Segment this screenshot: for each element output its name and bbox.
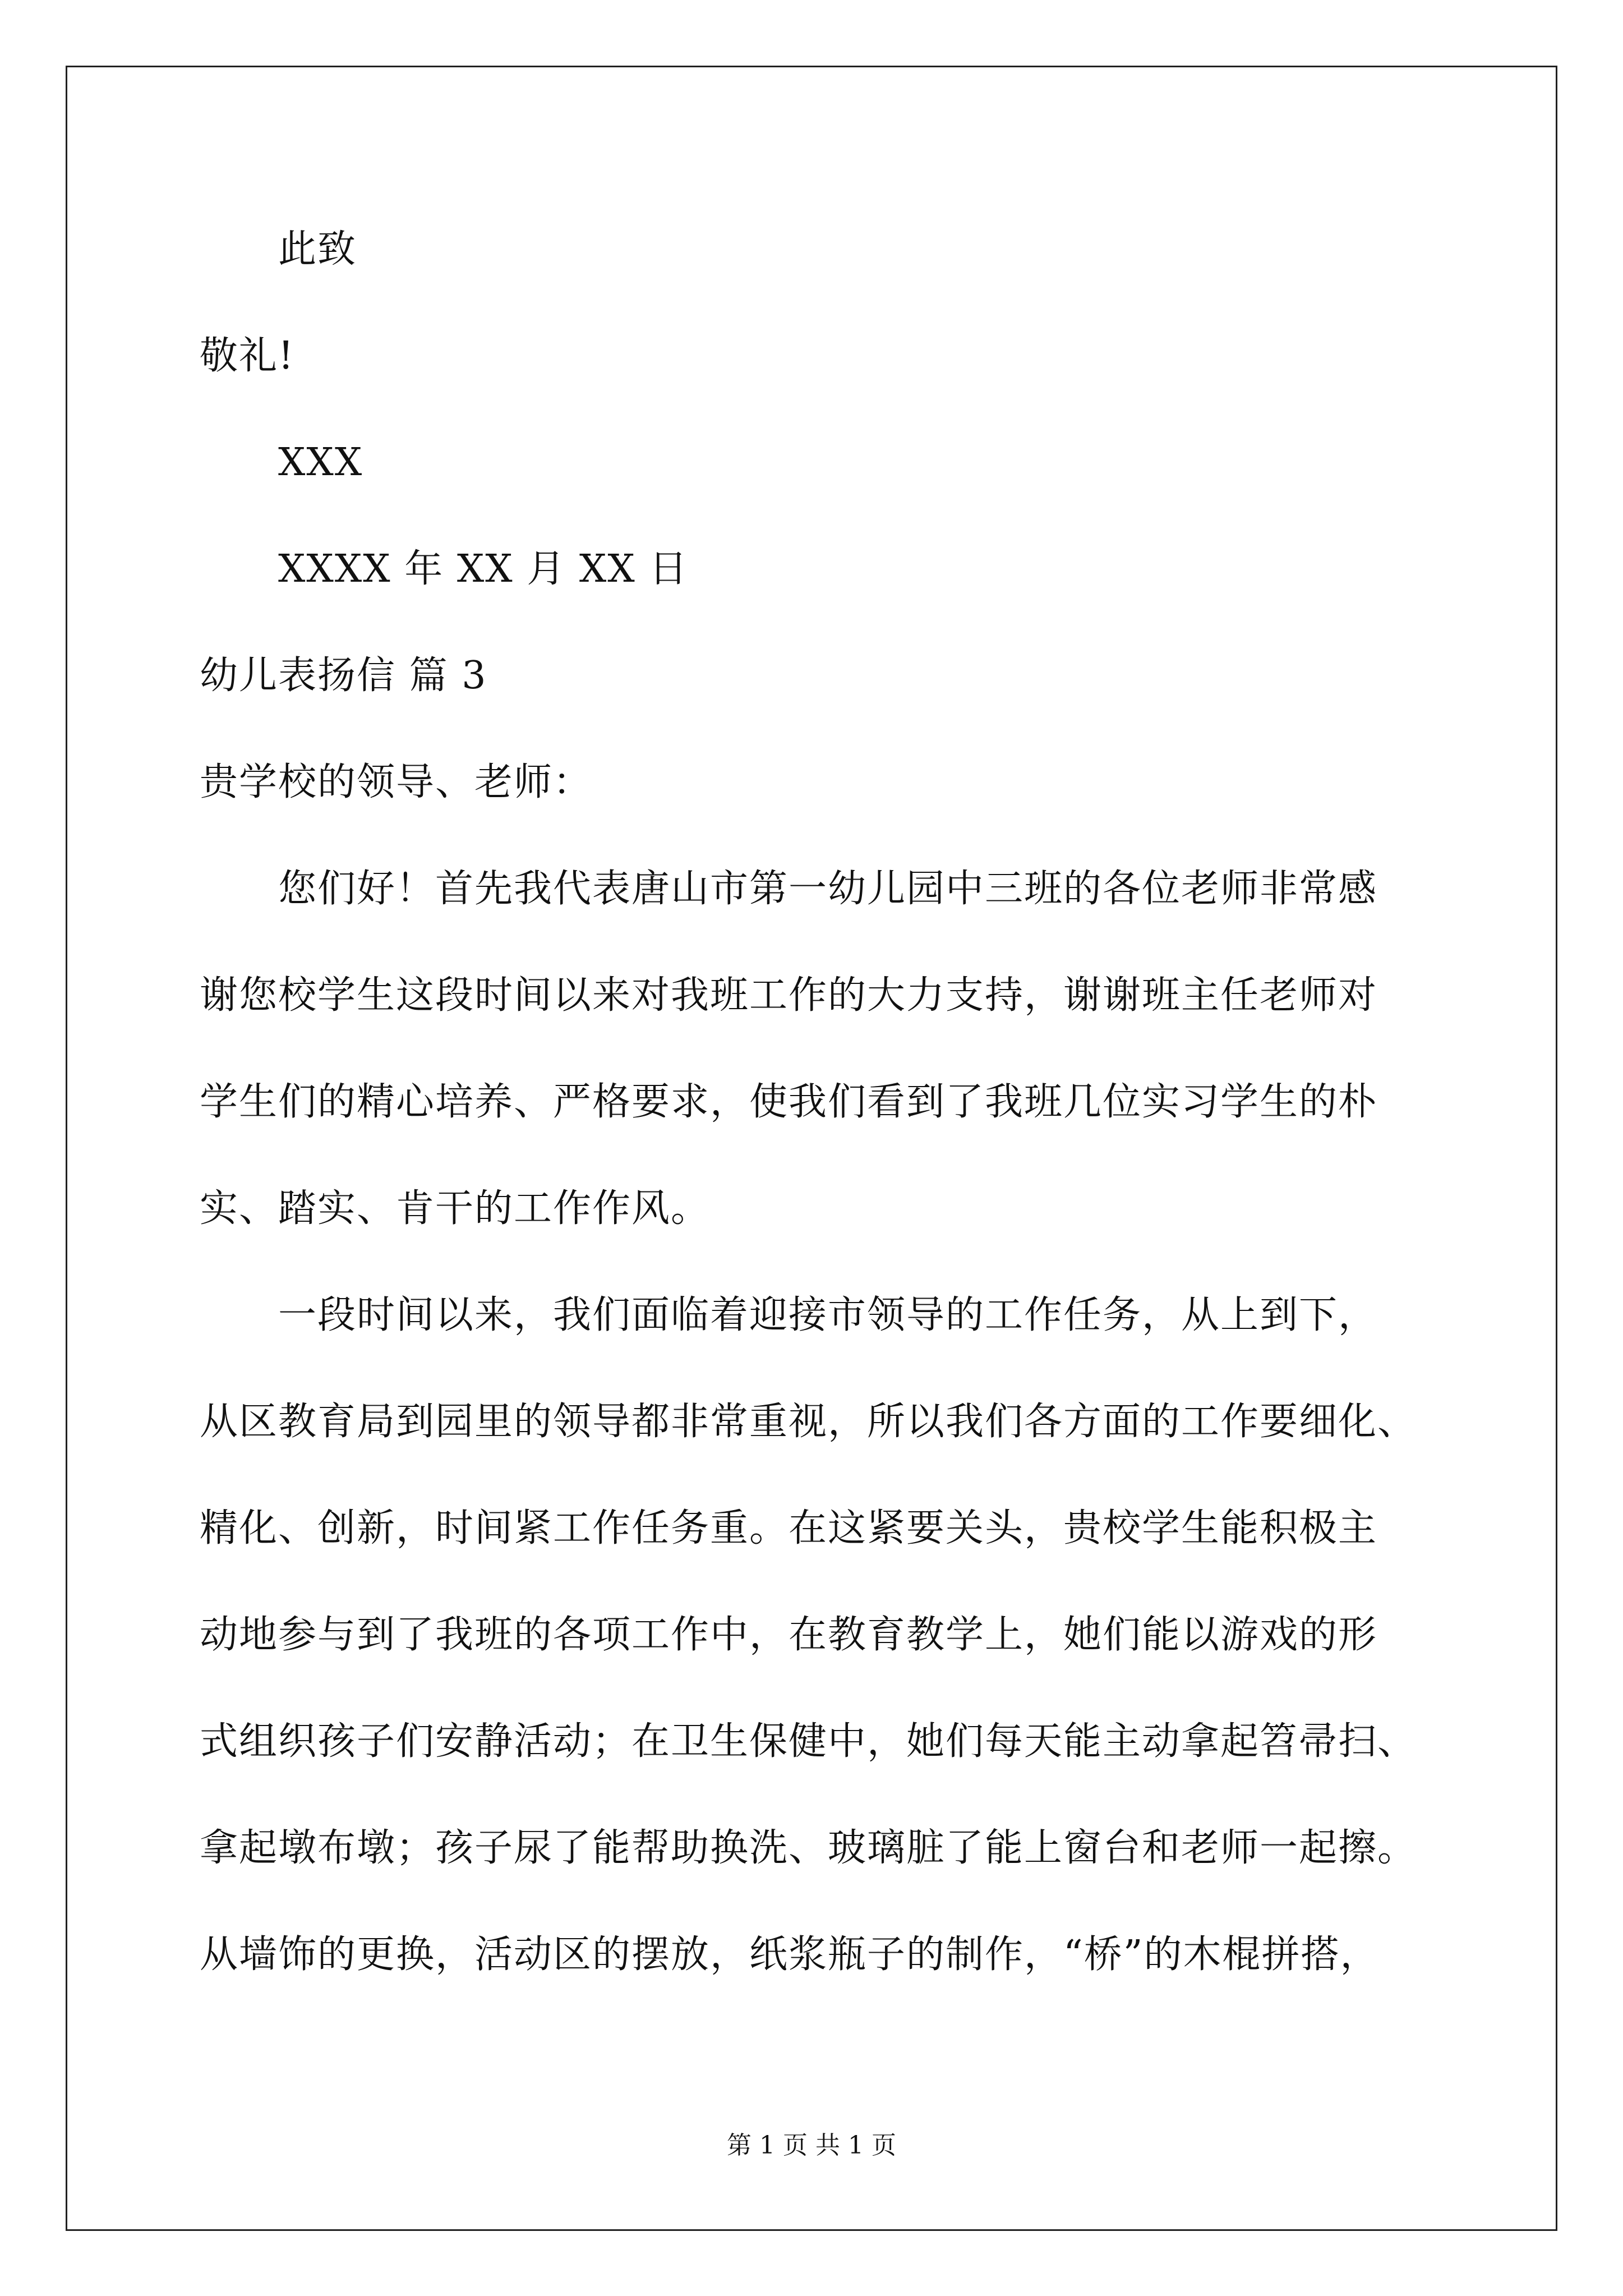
paragraph-1-line-3: 学生们的精心培养、严格要求，使我们看到了我班几位实习学生的朴 <box>200 1080 1378 1124</box>
page-footer: 第 1 页 共 1 页 <box>727 2131 896 2160</box>
signature-date: XXXX 年 XX 月 XX 日 <box>278 547 689 591</box>
greeting-line: 贵学校的领导、老师： <box>200 760 593 804</box>
section-heading: 幼儿表扬信 篇 3 <box>200 654 487 698</box>
paragraph-2-line-2: 从区教育局到园里的领导都非常重视，所以我们各方面的工作要细化、 <box>200 1400 1417 1444</box>
page-border <box>66 66 1557 2231</box>
paragraph-1-line-4: 实、踏实、肯干的工作作风。 <box>200 1186 711 1231</box>
paragraph-2-line-7: 从墙饰的更换，活动区的摆放，纸浆瓶子的制作，“桥”的木棍拼搭， <box>200 1932 1380 1977</box>
paragraph-2-line-6: 拿起墩布墩；孩子尿了能帮助换洗、玻璃脏了能上窗台和老师一起擦。 <box>200 1826 1417 1870</box>
paragraph-2-line-4: 动地参与到了我班的各项工作中，在教育教学上，她们能以游戏的形 <box>200 1613 1378 1657</box>
closing-salutation: 此致 <box>278 227 357 272</box>
paragraph-2-line-1: 一段时间以来，我们面临着迎接市领导的工作任务，从上到下， <box>278 1293 1378 1337</box>
paragraph-1-line-2: 谢您校学生这段时间以来对我班工作的大力支持，谢谢班主任老师对 <box>200 973 1378 1018</box>
signature-name: XXX <box>278 440 363 485</box>
paragraph-1-line-1: 您们好！首先我代表唐山市第一幼儿园中三班的各位老师非常感 <box>278 867 1378 911</box>
closing-regards: 敬礼! <box>200 334 295 378</box>
paragraph-2-line-3: 精化、创新，时间紧工作任务重。在这紧要关头，贵校学生能积极主 <box>200 1506 1378 1550</box>
paragraph-2-line-5: 式组织孩子们安静活动；在卫生保健中，她们每天能主动拿起笤帚扫、 <box>200 1719 1417 1764</box>
